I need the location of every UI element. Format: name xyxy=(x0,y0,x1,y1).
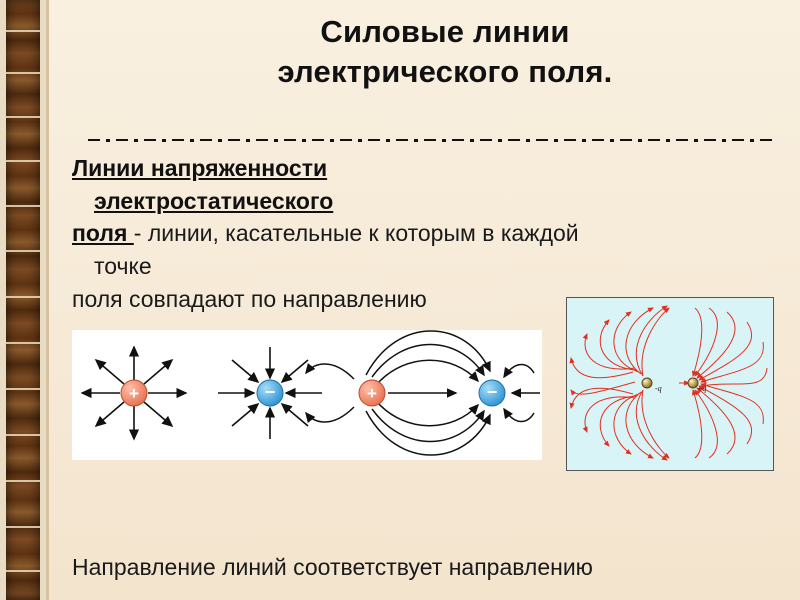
definition-line-1: Линии напряженности xyxy=(72,155,328,181)
definition-line-5: поля совпадают по направлению xyxy=(72,285,427,312)
figure-1-charge-label: + xyxy=(129,384,139,403)
figure-3-negative-label: − xyxy=(486,382,498,402)
decorative-left-border xyxy=(0,0,49,600)
border-wood-strip xyxy=(6,0,40,600)
dipole-right-charge-label: +q xyxy=(697,384,707,393)
definition-line-2: электростатического xyxy=(94,187,334,214)
definition-line-3-bold: поля xyxy=(72,220,134,247)
figure-negative-charge xyxy=(218,347,322,439)
definition-line-4: точке xyxy=(94,252,152,279)
figure-2-charge-label: − xyxy=(264,382,276,402)
bottom-caption: Направление линий соответствует направлению xyxy=(72,554,593,580)
figure-3-positive-label: + xyxy=(367,384,377,403)
border-edge-right xyxy=(40,0,46,600)
page-title xyxy=(120,12,770,91)
definition-line-3-rest: - линии, касательные к которым в каждой xyxy=(133,220,579,247)
field-line-figures xyxy=(72,330,542,460)
figure-positive-charge xyxy=(82,347,186,439)
figure-dipole xyxy=(306,331,540,455)
dashed-separator xyxy=(88,138,778,143)
definition-text-block xyxy=(72,152,772,315)
field-diagrams-svg xyxy=(72,330,542,460)
dipole-field-image xyxy=(566,297,774,471)
definition-line-3 xyxy=(72,217,772,250)
dipole-field-svg xyxy=(567,298,771,468)
title-line-2: электрического поля. xyxy=(277,53,613,89)
dipole-left-charge-label: -q xyxy=(655,384,662,393)
title-line-1: Силовые линии xyxy=(320,14,570,49)
